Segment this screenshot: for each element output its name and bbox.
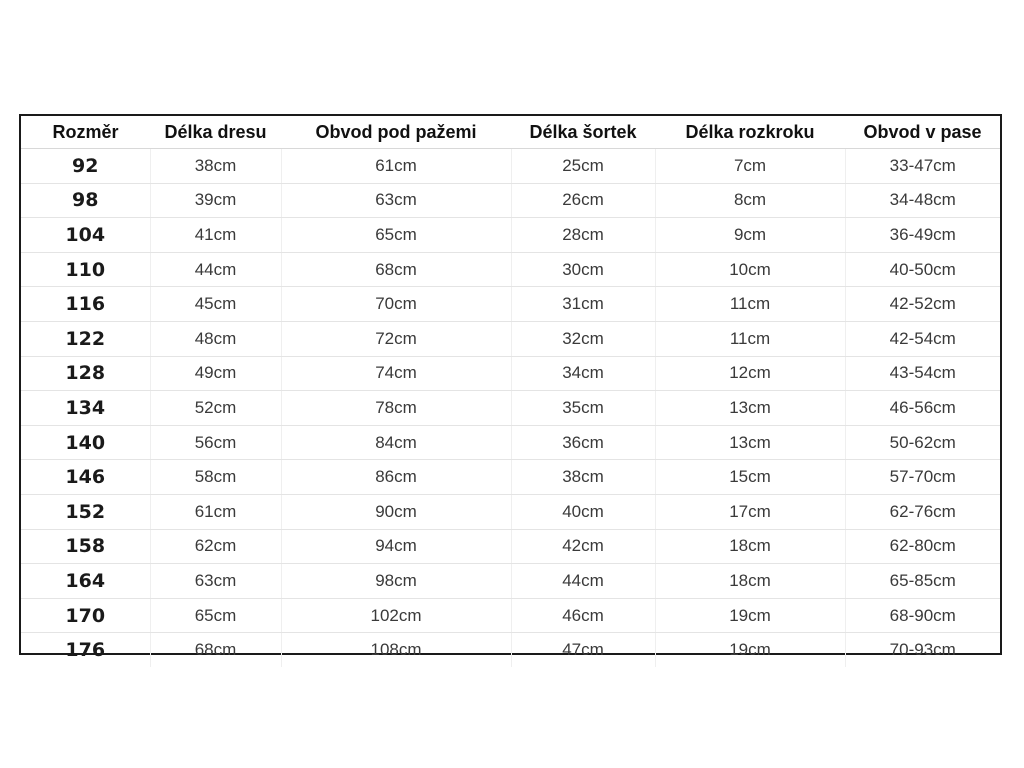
header-size: Rozměr [21,116,150,149]
table-row [21,218,1000,253]
cell-inseam: 19cm [655,633,845,667]
cell-chest: 65cm [281,218,511,253]
cell-chest: 86cm [281,460,511,495]
cell-size: 140 [21,425,150,460]
cell-size: 92 [21,149,150,184]
cell-jersey-length: 41cm [150,218,281,253]
cell-shorts-length: 34cm [511,356,655,391]
cell-chest: 98cm [281,564,511,599]
cell-waist: 40-50cm [845,252,1000,287]
cell-waist: 62-80cm [845,529,1000,564]
cell-inseam: 19cm [655,598,845,633]
cell-waist: 62-76cm [845,494,1000,529]
table-row [21,356,1000,391]
cell-inseam: 11cm [655,287,845,322]
table-row [21,460,1000,495]
cell-shorts-length: 46cm [511,598,655,633]
header-chest: Obvod pod pažemi [281,116,511,149]
cell-waist: 57-70cm [845,460,1000,495]
table-row [21,183,1000,218]
cell-waist: 68-90cm [845,598,1000,633]
cell-size: 152 [21,494,150,529]
cell-chest: 61cm [281,149,511,184]
cell-jersey-length: 52cm [150,391,281,426]
cell-size: 146 [21,460,150,495]
cell-waist: 33-47cm [845,149,1000,184]
header-shorts-length: Délka šortek [511,116,655,149]
cell-size: 104 [21,218,150,253]
cell-size: 122 [21,321,150,356]
table-row [21,425,1000,460]
cell-shorts-length: 35cm [511,391,655,426]
cell-size: 176 [65,639,106,662]
cell-waist: 42-52cm [845,287,1000,322]
cell-chest: 70cm [281,287,511,322]
cell-waist: 36-49cm [845,218,1000,253]
cell-jersey-length: 39cm [150,183,281,218]
cell-jersey-length: 56cm [150,425,281,460]
header-waist: Obvod v pase [845,116,1000,149]
header-inseam: Délka rozkroku [655,116,845,149]
cell-shorts-length: 36cm [511,425,655,460]
cell-size: 164 [21,564,150,599]
table-row [21,633,1000,667]
cell-inseam: 17cm [655,494,845,529]
cell-shorts-length: 31cm [511,287,655,322]
cell-jersey-length: 48cm [150,321,281,356]
cell-waist: 42-54cm [845,321,1000,356]
cell-size: 170 [21,598,150,633]
cell-jersey-length: 58cm [150,460,281,495]
cell-shorts-length: 26cm [511,183,655,218]
cell-shorts-length: 25cm [511,149,655,184]
cell-inseam: 12cm [655,356,845,391]
cell-chest: 90cm [281,494,511,529]
cell-shorts-length: 32cm [511,321,655,356]
cell-jersey-length: 62cm [150,529,281,564]
cell-jersey-length: 65cm [150,598,281,633]
cell-waist: 65-85cm [845,564,1000,599]
cell-waist: 50-62cm [845,425,1000,460]
cell-shorts-length: 47cm [511,633,655,667]
table-row [21,529,1000,564]
cell-jersey-length: 49cm [150,356,281,391]
cell-shorts-length: 42cm [511,529,655,564]
header-jersey-length: Délka dresu [150,116,281,149]
cell-chest: 78cm [281,391,511,426]
cell-shorts-length: 30cm [511,252,655,287]
table-row [21,287,1000,322]
cell-chest: 108cm [281,633,511,667]
cell-waist: 34-48cm [845,183,1000,218]
cell-size: 98 [21,183,150,218]
cell-chest: 72cm [281,321,511,356]
header-row [21,116,1000,149]
cell-inseam: 9cm [655,218,845,253]
cell-jersey-length: 44cm [150,252,281,287]
cell-jersey-length: 38cm [150,149,281,184]
cell-size: 110 [21,252,150,287]
table-row [21,391,1000,426]
cell-shorts-length: 28cm [511,218,655,253]
cell-waist: 43-54cm [845,356,1000,391]
table-row [21,564,1000,599]
table-row [21,598,1000,633]
cell-chest: 63cm [281,183,511,218]
table-body [21,149,1000,667]
cell-jersey-length: 61cm [150,494,281,529]
cell-size: 158 [21,529,150,564]
cell-shorts-length: 38cm [511,460,655,495]
cell-inseam: 8cm [655,183,845,218]
cell-shorts-length: 44cm [511,564,655,599]
cell-inseam: 13cm [655,425,845,460]
cell-chest: 84cm [281,425,511,460]
cell-chest: 102cm [281,598,511,633]
cell-chest: 74cm [281,356,511,391]
cell-size: 128 [21,356,150,391]
table-row [21,252,1000,287]
cell-inseam: 10cm [655,252,845,287]
cell-jersey-length: 45cm [150,287,281,322]
table-row [21,494,1000,529]
cell-inseam: 11cm [655,321,845,356]
cell-inseam: 18cm [655,564,845,599]
table-row [21,149,1000,184]
cell-inseam: 18cm [655,529,845,564]
table-row [21,321,1000,356]
cell-jersey-length: 63cm [150,564,281,599]
cell-waist: 46-56cm [845,391,1000,426]
cell-waist: 70-93cm [845,633,1000,667]
cell-inseam: 15cm [655,460,845,495]
cell-jersey-length: 68cm [150,633,281,667]
cell-inseam: 13cm [655,391,845,426]
size-table [21,116,1000,667]
cell-chest: 68cm [281,252,511,287]
cell-inseam: 7cm [655,149,845,184]
cell-size: 134 [21,391,150,426]
size-chart [19,114,1002,662]
cell-shorts-length: 40cm [511,494,655,529]
cell-size: 116 [21,287,150,322]
cell-chest: 94cm [281,529,511,564]
